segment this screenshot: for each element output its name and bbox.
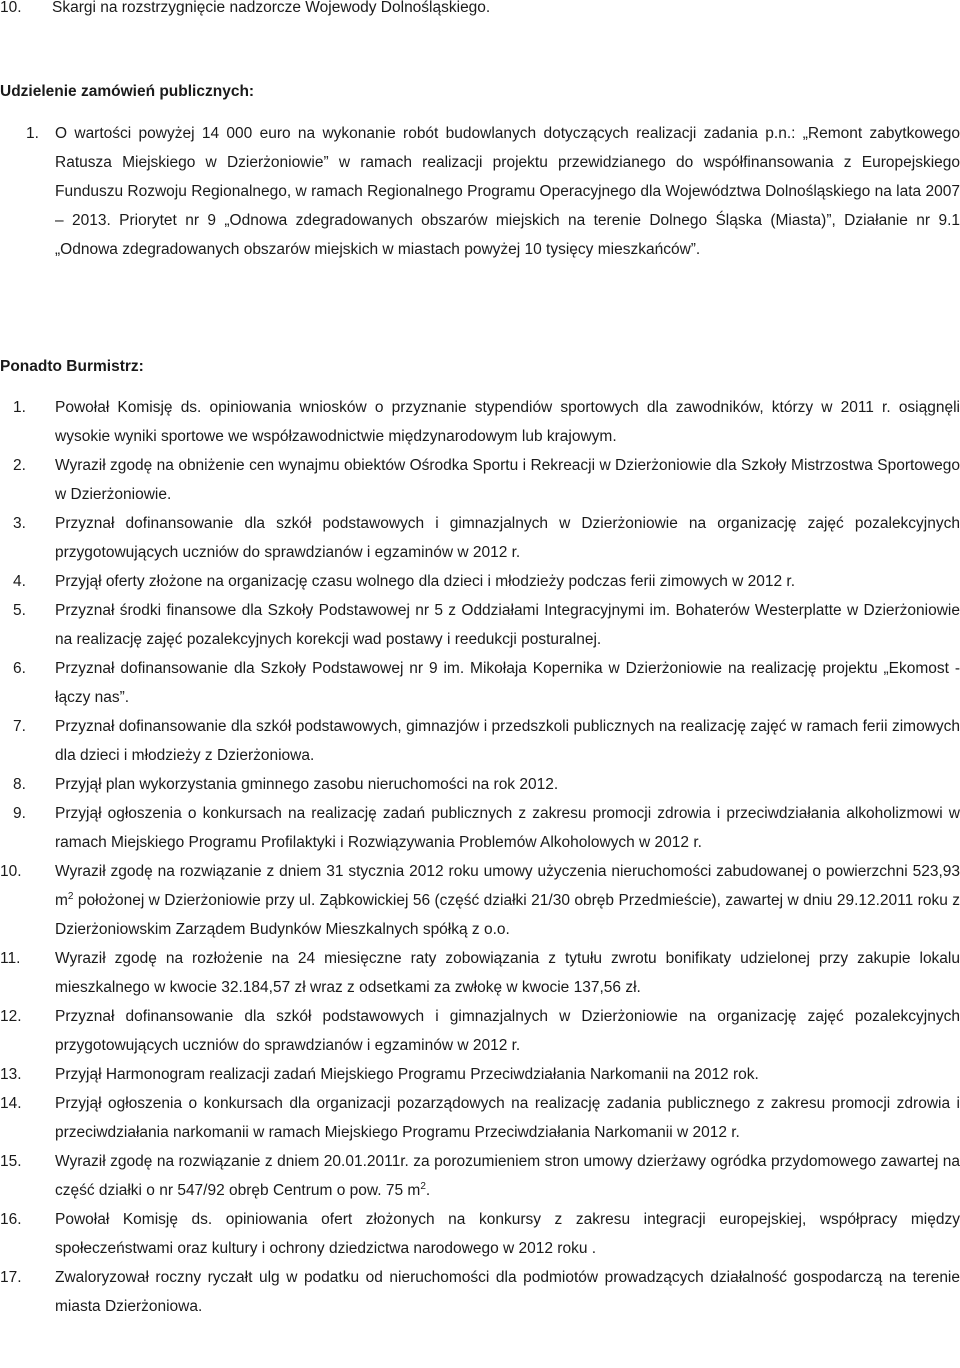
item-text-before: Wyraził zgodę na rozwiązanie z dniem 31 stycznia 2012 roku umowy użyczenia nieruchomości zabudowanej o powierzchni 523,93 m [55, 863, 960, 909]
item-text: Przyjął ogłoszenia o konkursach na realizację zadań publicznych z zakresu promocji zdrowia i przeciwdziałania alkoholizmowi w ramach Miejskiego Programu Profilaktyki i Rozwiązywania Problemów Alkoholowych w 2012 r. [55, 805, 960, 851]
list-item [0, 393, 960, 451]
item-text: Wyraził zgodę na obniżenie cen wynajmu obiektów Ośrodka Sportu i Rekreacji w Dzierżoniowie dla Szkoły Mistrzostwa Sportowego w Dzierżoniowie. [55, 457, 960, 503]
list-item [0, 509, 960, 567]
item-number: 8. [13, 776, 26, 793]
item-number: 10. [0, 863, 22, 880]
item-text: Przyznał dofinansowanie dla Szkoły Podstawowej nr 9 im. Mikołaja Kopernika w Dzierżoniowie na realizację projektu „Ekomost - łączy nas”. [55, 660, 960, 706]
item-text: Przyjął plan wykorzystania gminnego zasobu nieruchomości na rok 2012. [55, 776, 559, 793]
list-item [0, 567, 960, 596]
list-item [0, 1147, 960, 1205]
item-number: 13. [0, 1066, 22, 1083]
list-item [0, 770, 960, 799]
item-number: 16. [0, 1211, 22, 1228]
item-number: 1. [13, 399, 26, 416]
list-item [0, 451, 960, 509]
list-item [0, 1263, 960, 1321]
item-number: 2. [13, 457, 26, 474]
list-item [0, 944, 960, 1002]
item-text-after: położonej w Dzierżoniowie przy ul. Ząbkowickiej 56 (część działki 21/30 obręb Przedmieście), zawartej w dniu 29.12.2011 roku z Dzierżoniowskim Zarządem Budynków Mieszkalnych spółką z o.o. [55, 892, 960, 938]
item-text: Przyjął oferty złożone na organizację czasu wolnego dla dzieci i młodzieży podczas ferii zimowych w 2012 r. [55, 573, 796, 590]
item-text: Przyznał dofinansowanie dla szkół podstawowych, gimnazjów i przedszkoli publicznych na realizację zajęć w ramach ferii zimowych dla dzieci i młodzieży z Dzierżoniowa. [55, 718, 960, 764]
list-item [0, 799, 960, 857]
item-number: 9. [13, 805, 26, 822]
list-item [0, 712, 960, 770]
item-number: 4. [13, 573, 26, 590]
mayor-actions-list [0, 393, 960, 1321]
list-item [0, 1060, 960, 1089]
section-heading-mayor: Ponadto Burmistrz: [0, 358, 144, 375]
item-number: 10. [0, 0, 22, 16]
item-text: Skargi na rozstrzygnięcie nadzorcze Wojewody Dolnośląskiego. [52, 0, 491, 16]
item-number: 3. [13, 515, 26, 532]
item-text: Przyznał dofinansowanie dla szkół podstawowych i gimnazjalnych w Dzierżoniowie na organizację zajęć pozalekcyjnych przygotowujących uczniów do sprawdzianów i egzaminów w 2012 r. [55, 515, 960, 561]
item-text: Przyjął Harmonogram realizacji zadań Miejskiego Programu Przeciwdziałania Narkomanii na 2012 rok. [55, 1066, 759, 1083]
item-number: 1. [26, 125, 39, 142]
item-number: 14. [0, 1095, 22, 1112]
item-text: Przyjął ogłoszenia o konkursach dla organizacji pozarządowych na realizację zadania publicznego z zakresu promocji zdrowia i przeciwdziałania narkomanii w ramach Miejskiego Programu Przeciwdziałania Narkomanii w 2012 r. [55, 1095, 960, 1141]
superscript: 2 [67, 890, 74, 902]
item-text: Powołał Komisję ds. opiniowania ofert złożonych na konkursy z zakresu integracji europejskiej, współpracy między społeczeństwami oraz kultury i ochrony dziedzictwa narodowego w 2012 roku . [55, 1211, 960, 1257]
superscript: 2 [420, 1180, 426, 1192]
item-number: 15. [0, 1153, 22, 1170]
item-number: 11. [0, 950, 21, 967]
list-item [0, 596, 960, 654]
item-number: 7. [13, 718, 26, 735]
item-text-after: . [425, 1182, 431, 1199]
item-number: 12. [0, 1008, 22, 1025]
list-item [0, 1002, 960, 1060]
item-text: Przyznał środki finansowe dla Szkoły Podstawowej nr 5 z Oddziałami Integracyjnymi im. Bohaterów Westerplatte w Dzierżoniowie na realizację zajęć pozalekcyjnych korekcji wad postawy i reedukcji posturalnej. [55, 602, 960, 648]
section-heading-procurement: Udzielenie zamówień publicznych: [0, 83, 255, 100]
item-text: Przyznał dofinansowanie dla szkół podstawowych i gimnazjalnych w Dzierżoniowie na organizację zajęć pozalekcyjnych przygotowujących uczniów do sprawdzianów i egzaminów w 2012 r. [55, 1008, 960, 1054]
item-number: 17. [0, 1269, 22, 1286]
procurement-list [0, 119, 960, 264]
list-item [0, 1205, 960, 1263]
list-item [0, 857, 960, 944]
list-item [0, 119, 960, 264]
item-text: Zwaloryzował roczny ryczałt ulg w podatku od nieruchomości dla podmiotów prowadzących działalność gospodarczą na terenie miasta Dzierżoniowa. [55, 1269, 960, 1315]
list-item [0, 1089, 960, 1147]
item-text-before: Wyraził zgodę na rozwiązanie z dniem 20.01.2011r. za porozumieniem stron umowy dzierżawy ogródka przydomowego zawartej na część działki o nr 547/92 obręb Centrum o pow. 75 m [55, 1153, 960, 1199]
item-number: 5. [13, 602, 26, 619]
item-text: Powołał Komisję ds. opiniowania wniosków o przyznanie stypendiów sportowych dla zawodników, którzy w 2011 r. osiągnęli wysokie wyniki sportowe we współzawodnictwie międzynarodowym lub krajowym. [55, 399, 960, 445]
item-text: O wartości powyżej 14 000 euro na wykonanie robót budowlanych dotyczących realizacji zadania p.n.: „Remont zabytkowego Ratusza Miejskiego w Dzierżoniowie” w ramach realizacji projektu przewidzianego do współfinansowania z Europejskiego Funduszu Rozwoju Regionalnego, w ramach Regionalnego Programu Operacyjnego dla Województwa Dolnośląskiego na lata 2007 – 2013. Priorytet nr 9 „Odnowa zdegradowanych obszarów miejskich na terenie Dolnego Śląska (Miasta)”, Działanie nr 9.1 „Odnowa zdegradowanych obszarów miejskich w miastach powyżej 10 tysięcy mieszkańców”. [55, 125, 960, 258]
item-text: Wyraził zgodę na rozłożenie na 24 miesięczne raty zobowiązania z tytułu zwrotu bonifikaty udzielonej przy zakupie lokalu mieszkalnego w kwocie 32.184,57 zł wraz z odsetkami za zwłokę w kwocie 137,56 zł. [55, 950, 960, 996]
list-item [0, 654, 960, 712]
item-number: 6. [13, 660, 26, 677]
list-item-top [0, 0, 490, 22]
